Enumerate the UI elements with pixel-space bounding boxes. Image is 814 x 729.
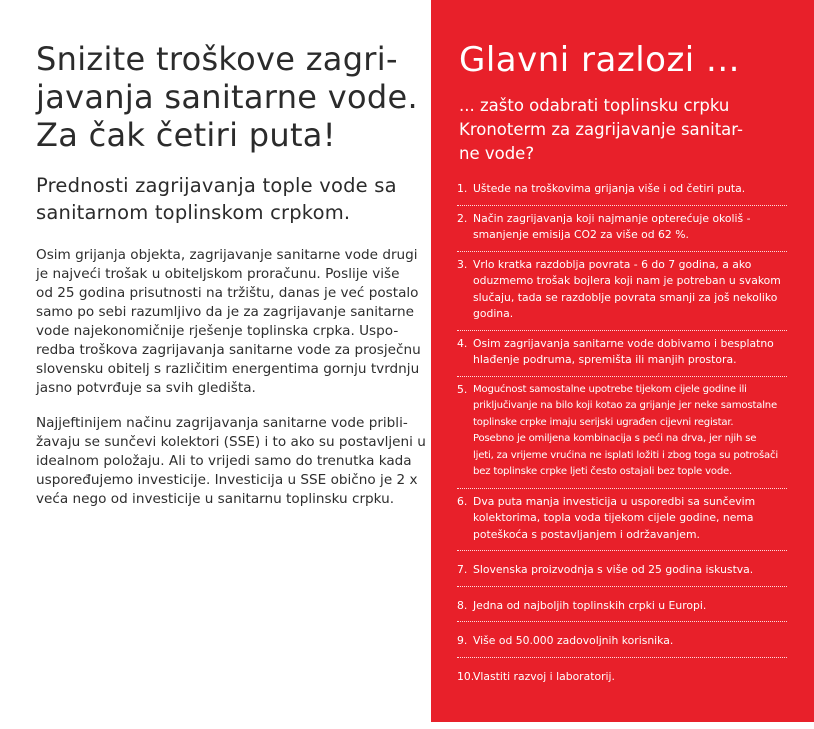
body-paragraph-1 [36,246,420,398]
item-number: 8. [457,598,468,612]
list-item [457,377,787,489]
left-column [36,40,426,509]
list-item [457,331,787,377]
item-text: kolektorima, topla voda tijekom cijele godine, nema [473,511,754,524]
reasons-panel [431,0,814,722]
item-text: priključivanje na bilo koji kotao za grijanje jer neke samostalne [473,400,778,411]
text-line: žavaju se sunčevi kolektori (SSE) i to ako su postavljeni u [36,434,426,450]
subtitle-line: Kronoterm za zagrijavanje sanitar- [459,120,743,139]
item-text: Slovenska proizvodnja s više od 25 godina iskustva. [473,563,754,576]
item-text: Posebno je omiljena kombinacija s peći na drva, jer njih se [473,433,757,444]
text-line: vode najekonomičnije rješenje toplinska crpka. Uspo- [36,323,399,339]
title-line: Snizite troškove zagri- [36,40,398,78]
item-text: Osim zagrijavanja sanitarne vode dobivamo i besplatno [473,336,774,350]
item-text: bez toplinske crpke ljeti često ostajali bez tople vode. [473,466,733,477]
text-line: veća nego od investicije u sanitarnu toplinsku crpku. [36,491,395,507]
list-item [457,206,787,252]
item-text: oduzmemo trošak bojlera koji nam je potreban u svakom [473,274,781,287]
title-line: javanja sanitarne vode. [36,78,418,116]
item-text: toplinske crpke imaju serijski ugrađen cijevni registar. [473,416,734,428]
text-line: slovensku obitelj s različitim energentima gornju tvrdnju [36,361,420,377]
item-number: 5. [457,382,468,396]
panel-title: Glavni razlozi ... [459,40,740,80]
item-text: Način zagrijavanja koji najmanje opterećuje okoliš - [473,211,751,225]
item-text: smanjenje emisija CO2 za više od 62 %. [473,228,689,241]
item-number: 10. [457,669,475,683]
item-text: poteškoća s postavljanjem i održavanjem. [473,527,700,541]
item-number: 2. [457,211,468,225]
list-item [457,489,787,552]
item-number: 3. [457,257,468,271]
item-text: godina. [473,307,514,320]
text-line: je najveći trošak u obiteljskom proračunu. Poslije više [36,266,400,282]
text-line: redba troškova zagrijavanja sanitarne vode za prosječnu [36,342,421,358]
item-number: 1. [457,182,468,195]
reasons-list [457,176,787,692]
item-text: hlađenje podruma, spremišta ili manjih prostora. [473,353,737,366]
list-item [457,664,787,693]
text-line: od 25 godina prisutnosti na tržištu, danas je već postalo [36,285,419,301]
page-title [36,40,420,154]
text-line: idealnom položaju. Ali to vrijedi samo do trenutka kada [36,453,412,469]
text-line: uspoređujemo investicije. Investicija u SSE obično je 2 x [36,472,418,488]
text-line: Osim grijanja objekta, zagrijavanje sanitarne vode drugi [36,247,418,263]
item-number: 4. [457,336,468,350]
item-text: Više od 50.000 zadovoljnih korisnika. [473,634,674,647]
text-line: jasno potvrđuje sa svih gledišta. [36,380,256,396]
item-text: Vrlo kratka razdoblja povrata - 6 do 7 godina, a ako [473,257,752,271]
list-item [457,557,787,587]
text-line: samo po sebi razumljivo da je za zagrijavanje sanitarne [36,304,414,320]
item-text: Jedna od najboljih toplinskih crpki u Europi. [473,598,707,612]
item-number: 7. [457,563,468,576]
item-text: Uštede na troškovima grijanja više i od četiri puta. [473,182,746,195]
subheading-line: Prednosti zagrijavanja tople vode sa [36,174,397,197]
item-text: ljeti, za vrijeme vrućina ne isplati ložiti i zbog toga su potrošači [473,449,778,461]
text-line: Najjeftinijem načinu zagrijavanja sanitarne vode pribli- [36,415,408,431]
panel-subtitle [459,94,743,166]
body-paragraph-2 [36,414,426,509]
item-number: 9. [457,634,468,647]
list-item [457,628,787,658]
item-text: Mogućnost samostalne upotrebe tijekom cijele godine ili [473,383,747,395]
item-number: 6. [457,494,468,508]
subheading-line: sanitarnom toplinskom crpkom. [36,201,351,224]
list-item [457,593,787,623]
item-text: Dva puta manja investicija u usporedbi sa sunčevim [473,494,756,508]
subtitle-line: ... zašto odabrati toplinsku crpku [459,96,730,115]
subtitle-line: ne vode? [459,144,535,163]
title-line: Za čak četiri puta! [36,116,336,154]
item-text: Vlastiti razvoj i laboratorij. [473,669,615,683]
list-item [457,176,787,206]
item-text: slučaju, tada se razdoblje povrata smanji za još nekoliko [473,290,778,304]
list-item [457,252,787,331]
subheading [36,172,420,226]
